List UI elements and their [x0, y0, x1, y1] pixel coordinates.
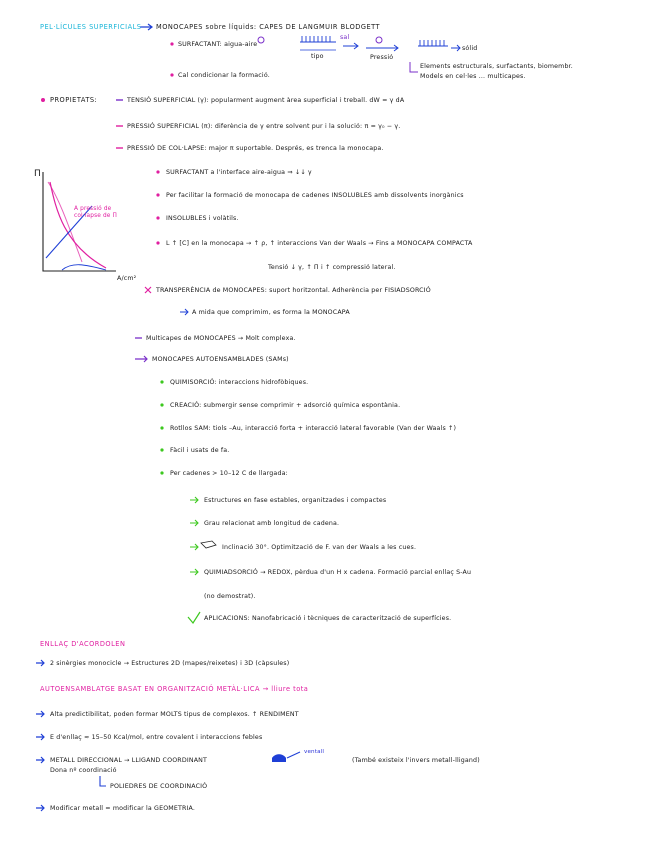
label-tipo: tipo	[311, 53, 324, 60]
note-transferencia: TRANSPERÈNCIA de MONOCAPES: suport horitzontal. Adherència per FISIADSORCIÓ	[156, 287, 431, 294]
note-facil: Fàcil i usats de fa.	[170, 447, 230, 454]
note-elements: Elements estructurals, surfactants, biomembr.	[420, 63, 573, 70]
note-insolubles: INSOLUBLES i volàtils.	[166, 215, 239, 222]
note-multicapes: Multicapes de MONOCAPES → Molt complexa.	[146, 335, 296, 342]
heading-enllac: ENLLAÇ D'ACORDOLEN	[40, 640, 126, 648]
note-no-demostrat: (no demostrat).	[204, 593, 256, 600]
note-invers: (També existeix l'invers metall-lligand)	[352, 757, 480, 764]
note-metall-direccional: METALL DIRECCIONAL → LLIGAND COORDINANT	[50, 757, 208, 764]
note-concentracio: L ↑ [C] en la monocapa → ↑ ρ, ↑ interaccions Van der Waals → Fins a MONOCAPA COMPACTA	[166, 240, 473, 247]
graph-collapse-label: A pressió de col·lapse de Π	[74, 206, 118, 219]
label-sal: sal	[340, 34, 350, 41]
note-sinergies: 2 sinèrgies monocicle → Estructures 2D (mapes/reixetes) i 3D (càpsules)	[50, 660, 290, 667]
note-tensio-compressio: Tensió ↓ γ, ↑ Π i ↑ compressió lateral.	[268, 264, 396, 271]
note-creacio: CREACIÓ: submergir sense comprimir + adsorció química espontània.	[170, 402, 401, 409]
note-sam-heading: MONOCAPES AUTOENSAMBLADES (SAMs)	[152, 356, 289, 363]
note-energia-enllac: E d'enllaç ≈ 15–50 Kcal/mol, entre covalent i interaccions febles	[50, 734, 263, 741]
note-rotllos-sam: Rotllos SAM: tiols –Au, interacció forta + interacció lateral favorable (Van der Waals ↑)	[170, 425, 457, 432]
note-comprimim: A mida que comprimim, es forma la MONOCAPA	[192, 309, 350, 316]
heading-autoensamblatge: AUTOENSAMBLATGE BASAT EN ORGANITZACIÓ METÀL·LICA → lliure tota	[40, 685, 309, 693]
note-coordinacio: Dona nº coordinació	[50, 767, 117, 774]
graph-axis-area: A/cm²	[117, 275, 137, 282]
heading-propietats: PROPIETATS:	[50, 96, 98, 104]
note-aplicacions: APLICACIONS: Nanofabricació i tècniques de caracterització de superfícies.	[204, 615, 452, 622]
label-ventall: ventall	[304, 749, 325, 755]
note-models: Models en cel·les ... multicapes.	[420, 73, 526, 80]
note-inclinacio: Inclinació 30°. Optimització de F. van der Waals a les cues.	[222, 544, 417, 551]
note-surfactant: SURFACTANT: aigua-aire	[178, 41, 258, 48]
note-modificar: Modificar metall = modificar la GEOMETRIA.	[50, 805, 196, 812]
note-condicionar: Cal condicionar la formació.	[178, 72, 270, 79]
note-predictibilitat: Alta predictibilitat, poden formar MOLTS tipus de complexos. ↑ RENDIMENT	[50, 711, 299, 718]
note-quimisorcio: QUIMISORCIÓ: interaccions hidrofòbiques.	[170, 379, 309, 386]
note-pressio-collapse: PRESSIÓ DE COL·LAPSE: major π suportable. Després, es trenca la monocapa.	[127, 145, 384, 152]
note-pressio-superficial: PRESSIÓ SUPERFICIAL (π): diferència de γ entre solvent pur i la solució: π = γ₀ − γ.	[127, 123, 401, 130]
note-quimiadsorcio: QUIMIADSORCIÓ → REDOX, pèrdua d'un H x cadena. Formació parcial enllaç S-Au	[204, 569, 472, 576]
note-cadenes: Per cadenes > 10–12 C de llargada:	[170, 470, 288, 477]
note-poliedres: POLIEDRES DE COORDINACIÓ	[110, 783, 208, 790]
note-grau: Grau relacionat amb longitud de cadena.	[204, 520, 340, 527]
note-facilitar: Per facilitar la formació de monocapa de cadenes INSOLUBLES amb dissolvents inorgànics	[166, 192, 464, 199]
note-estructures: Estructures en fase estables, organitzades i compactes	[204, 497, 387, 504]
note-surfactant-interface: SURFACTANT a l'interface aire-aigua ⇒ ↓↓ γ	[166, 169, 312, 176]
note-monocapes: MONOCAPES sobre líquids: CAPES DE LANGMUIR BLODGETT	[156, 23, 381, 31]
note-tensio-superficial: TENSIÓ SUPERFICIAL (γ): popularment augment àrea superficial i treball. dW = γ dA	[127, 97, 405, 104]
label-pressio: Pressió	[370, 54, 394, 61]
graph-axis-pi: Π	[34, 169, 41, 179]
label-solid: sólid	[462, 45, 478, 52]
heading-pellicules: PEL·LÍCULES SUPERFICIALS	[40, 23, 142, 31]
